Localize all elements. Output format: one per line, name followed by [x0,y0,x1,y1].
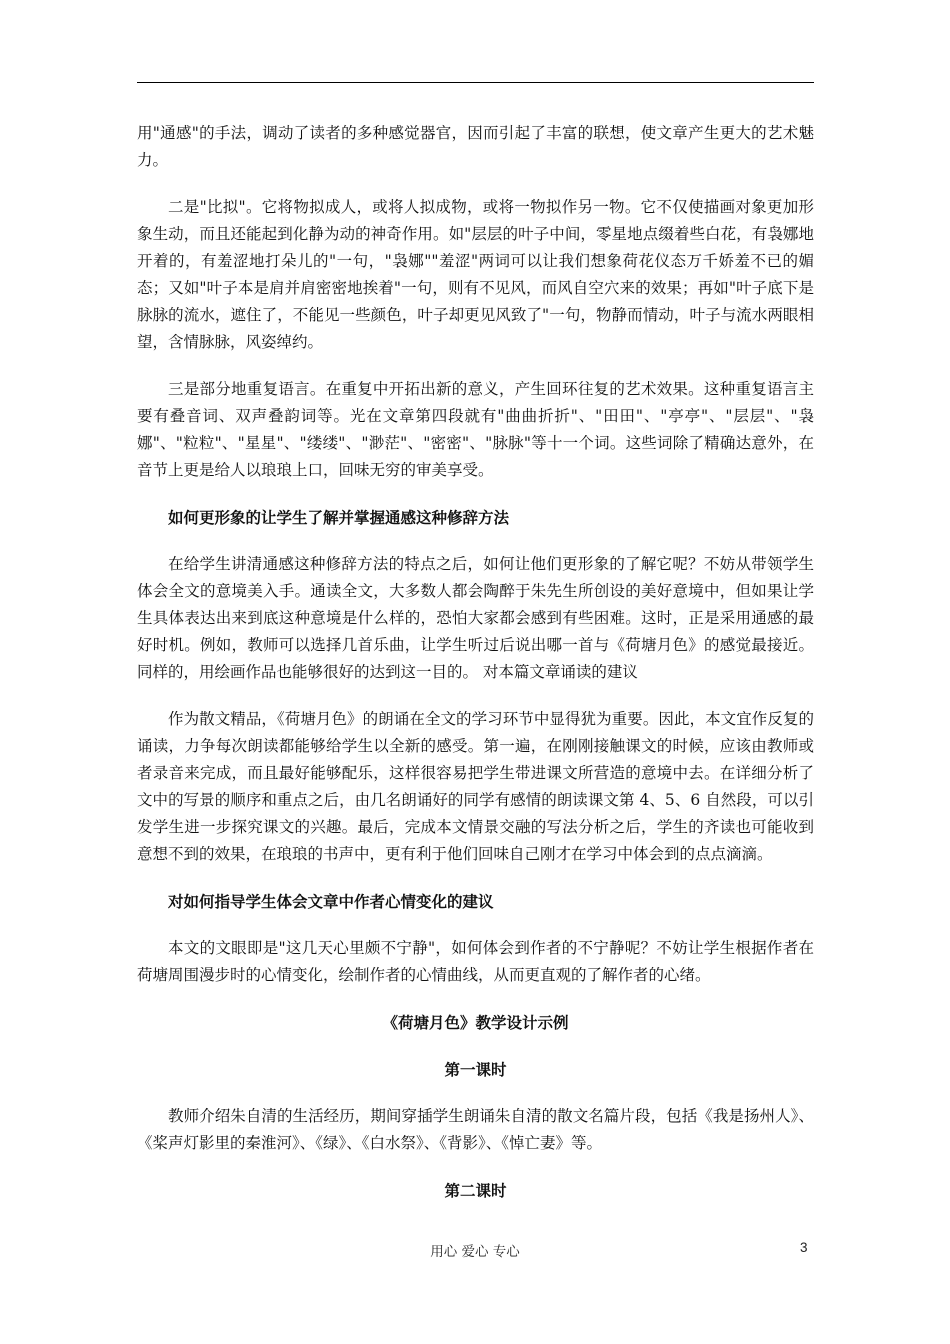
body-paragraph: 在给学生讲清通感这种修辞方法的特点之后，如何让他们更形象的了解它呢？不妨从带领学生体会全文的意境美入手。通读全文，大多数人都会陶醉于朱先生所创设的美好意境中，但如果让学生具体表达出来到底这种意境是什么样的，恐怕大家都会感到有些困难。这时，正是采用通感的最好时机。例如，教师可以选择几首乐曲，让学生听过后说出哪一首与《荷塘月色》的感觉最接近。同样的，用绘画作品也能够很好的达到这一目的。 对本篇文章诵读的建议 [137,555,814,681]
body-paragraph: 二是"比拟"。它将物拟成人，或将人拟成物，或将一物拟作另一物。它不仅使描画对象更加形象生动，而且还能起到化静为动的神奇作用。如"层层的叶子中间，零星地点缀着些白花，有袅娜地开着的，有羞涩地打朵儿的"一句，"袅娜""羞涩"两词可以让我们想象荷花仪态万千娇羞不已的媚态；又如"叶子本是肩并肩密密地挨着"一句，则有不见风，而风自空穴来的效果；再如"叶子底下是脉脉的流水，遮住了，不能见一些颜色，叶子却更见风致了"一句，物静而情动，叶子与流水两眼相望，含情脉脉，风姿绰约。 [137,198,814,351]
section-heading: 如何更形象的让学生了解并掌握通感这种修辞方法 [168,508,510,527]
page-number: 3 [800,1240,808,1255]
body-paragraph: 教师介绍朱自清的生活经历，期间穿插学生朗诵朱自清的散文名篇片段，包括《我是扬州人》、《桨声灯影里的秦淮河》、《绿》、《白水祭》、《背影》、《悼亡妻》等。 [137,1107,814,1152]
lesson-heading: 第二课时 [444,1181,507,1200]
body-paragraph: 用"通感"的手法，调动了读者的多种感觉器官，因而引起了丰富的联想，使文章产生更大的艺术魅力。 [137,124,814,169]
footer-motto: 用心 爱心 专心 [430,1244,520,1260]
body-paragraph: 三是部分地重复语言。在重复中开拓出新的意义，产生回环往复的艺术效果。这种重复语言主要有叠音词、双声叠韵词等。光在文章第四段就有"曲曲折折"、"田田"、"亭亭"、"层层"、"袅娜"、"粒粒"、"星星"、"缕缕"、"渺茫"、"密密"、"脉脉"等十一个词。这些词除了精确达意外，在音节上更是给人以琅琅上口，回味无穷的审美享受。 [137,380,814,479]
body-paragraph: 作为散文精品，《荷塘月色》的朗诵在全文的学习环节中显得犹为重要。因此，本文宜作反复的诵读，力争每次朗读都能够给学生以全新的感受。第一遍，在刚刚接触课文的时候，应该由教师或者录音来完成，而且最好能够配乐，这样很容易把学生带进课文所营造的意境中去。在详细分析了文中的写景的顺序和重点之后，由几名朗诵好的同学有感情的朗读课文第 4、5、6 自然段，可以引发学生进一步探究课文的兴趣。最后，完成本文情景交融的写法分析之后，学生的齐读也可能收到意想不到的效果，在琅琅的书声中，更有利于他们回味自己刚才在学习中体会到的点点滴滴。 [137,710,814,863]
document-body [137,120,814,1224]
lesson-heading: 第一课时 [444,1060,507,1079]
header-rule [137,82,814,83]
section-title: 《荷塘月色》教学设计示例 [382,1013,569,1032]
body-paragraph: 本文的文眼即是"这几天心里颇不宁静"，如何体会到作者的不宁静呢？不妨让学生根据作者在荷塘周围漫步时的心情变化，绘制作者的心情曲线，从而更直观的了解作者的心绪。 [137,939,814,984]
section-heading: 对如何指导学生体会文章中作者心情变化的建议 [168,892,494,911]
